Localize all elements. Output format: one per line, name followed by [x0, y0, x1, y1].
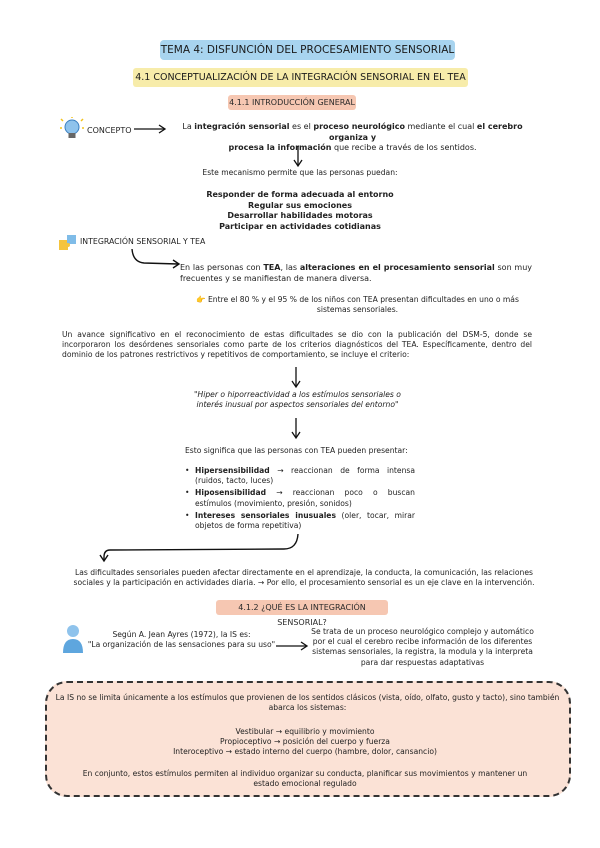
- list-item: Desarrollar habilidades motoras: [227, 211, 373, 221]
- arrow-right-icon: [130, 248, 182, 270]
- concept-definition: La integración sensorial es el proceso neurológico mediante el cual el cerebro organiza y procesa la información que recibe a través de los sentidos.: [182, 122, 523, 153]
- concept-label: CONCEPTO: [87, 126, 132, 135]
- list-item: Responder de forma adecuada al entorno: [206, 190, 394, 199]
- box-conclusion: En conjunto, estos estímulos permiten al individuo organizar su conducta, planificar sus movimientos y mantener un estado emocional regulado: [82, 769, 528, 789]
- arrow-down-icon: [290, 418, 302, 440]
- ayres-definition: Se trata de un proceso neurológico complejo y automático por el cual el cerebro recibe información de los diferentes sistemas sensoriales, la registra, la modula y la interpreta para dar respuestas adaptativas: [311, 627, 534, 667]
- list-item: • Hipersensibilidad → reaccionan de forma intensa (ruidos, tacto, luces): [185, 466, 415, 486]
- subtitle: 4.1 CONCEPTUALIZACIÓN DE LA INTEGRACIÓN SENSORIAL EN EL TEA: [133, 68, 468, 87]
- conclusion-text: Las dificultades sensoriales pueden afectar directamente en el aprendizaje, la conducta, la comunicación, las relaciones sociales y la participación en actividades diaria. → Por ello, el procesamiento sensorial es un eje clave en la intervención.: [73, 568, 535, 588]
- stat-text: 👉 Entre el 80 % y el 95 % de los niños con TEA presentan dificultades en uno o más sistemas sensoriales.: [196, 295, 519, 315]
- page-title: TEMA 4: DISFUNCIÓN DEL PROCESAMIENTO SENSORIAL: [160, 40, 455, 60]
- section-heading-what-is: 4.1.2 ¿QUÉ ES LA INTEGRACIÓN SENSORIAL?: [216, 600, 388, 615]
- manifestations-list: [185, 466, 415, 531]
- list-item: • Hiposensibilidad → reaccionan poco o buscan estímulos (movimiento, presión, sonidos): [185, 488, 415, 508]
- list-item: • Intereses sensoriales inusuales (oler, tocar, mirar objetos de forma repetitiva): [185, 510, 415, 531]
- list-item: Propioceptivo → posición del cuerpo y fuerza: [220, 737, 390, 747]
- hand-pointing-icon: 👉: [196, 295, 206, 304]
- puzzle-icon: [59, 234, 77, 252]
- list-item: Regular sus emociones: [247, 200, 352, 210]
- arrow-down-left-icon: [98, 533, 303, 563]
- arrow-right-icon: [134, 124, 168, 134]
- box-intro: La IS no se limita únicamente a los estímulos que provienen de los sentidos clásicos (vista, oído, olfato, gusto y tacto), sino también abarca los sistemas:: [55, 693, 560, 713]
- mechanism-intro: Este mecanismo permite que las personas puedan:: [202, 168, 398, 177]
- list-item: Interoceptivo → estado interno del cuerpo (hambre, dolor, cansancio): [173, 747, 437, 757]
- person-icon: [62, 624, 84, 654]
- list-item: Participar en actividades cotidianas: [219, 221, 381, 231]
- ayres-quote: Según A. Jean Ayres (1972), la IS es: "La organización de las sensaciones para su uso": [87, 630, 276, 650]
- present-intro: Esto significa que las personas con TEA pueden presentar:: [185, 446, 408, 455]
- arrow-down-icon: [292, 146, 304, 168]
- dsm-criterion: "Hiper o hiporreactividad a los estímulos sensoriales o interés inusual por aspectos sensoriales del entorno": [194, 390, 401, 410]
- systems-list: [120, 727, 490, 758]
- arrow-right-icon: [276, 641, 310, 651]
- section-heading-intro: 4.1.1 INTRODUCCIÓN GENERAL: [228, 95, 356, 110]
- tea-text: En las personas con TEA, las alteraciones en el procesamiento sensorial son muy frecuentes y se manifiestan de manera diversa.: [180, 263, 533, 283]
- lightbulb-icon: [60, 117, 84, 141]
- abilities-list: [180, 190, 420, 232]
- dsm-paragraph: Un avance significativo en el reconocimiento de estas dificultades se dio con la publicación del DSM-5, donde se incorporaron los desórdenes sensoriales como parte de los criterios diagnósticos del TEA. Específicamente, dentro del dominio de los patrones restrictivos y repetitivos de comportamiento, se incluye el criterio:: [62, 330, 532, 360]
- arrow-down-icon: [290, 367, 302, 389]
- tea-label: INTEGRACIÓN SENSORIAL Y TEA: [80, 237, 206, 246]
- list-item: Vestibular → equilibrio y movimiento: [235, 727, 375, 736]
